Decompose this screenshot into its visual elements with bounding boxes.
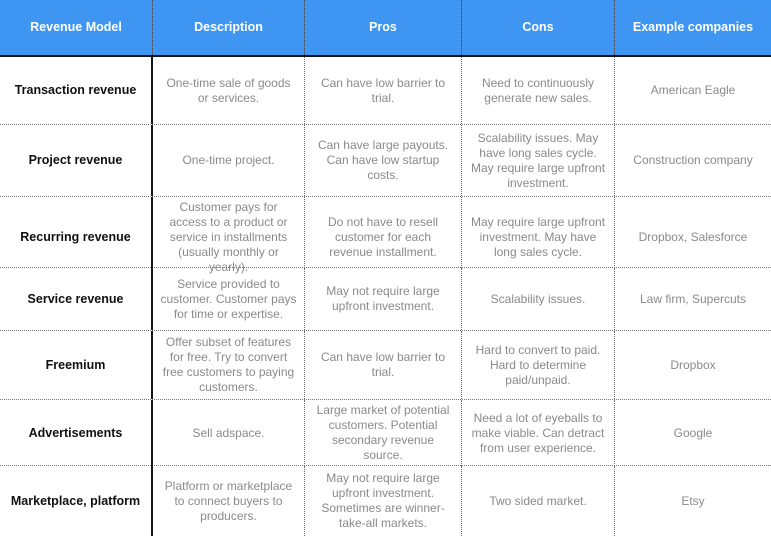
- cell-cons: Scalability issues.: [462, 268, 615, 330]
- cell-examples: Dropbox: [670, 357, 716, 372]
- cell-examples: Construction company: [633, 153, 753, 167]
- cell-description: One-time sale of goods or services.: [153, 57, 305, 124]
- cell-examples: Dropbox, Salesforce: [638, 230, 748, 244]
- cell-examples: Etsy: [681, 493, 705, 508]
- cell-revenue-model: Service revenue: [0, 268, 153, 330]
- cell-pros: Can have low barrier to trial.: [305, 331, 462, 399]
- cell-pros: May not require large upfront investment. Sometimes are winner-take-all markets.: [305, 466, 462, 536]
- cell-pros: May not require large upfront investment.: [305, 268, 462, 330]
- cell-examples: Google: [673, 425, 713, 440]
- cell-description: Customer pays for access to a product or service in installments (usually monthly or yearly).: [153, 197, 305, 278]
- table-row: [0, 466, 771, 536]
- cell-description: Platform or marketplace to connect buyers to producers.: [153, 466, 305, 536]
- header-cell-example-companies: Example companies: [632, 20, 754, 34]
- cell-description: Sell adspace.: [153, 400, 305, 466]
- cell-revenue-model: Recurring revenue: [0, 197, 153, 278]
- header-cell-cons: Cons: [462, 0, 615, 55]
- table-row: [0, 125, 771, 197]
- cell-pros: Do not have to resell customer for each revenue installment.: [305, 197, 462, 278]
- cell-cons: Two sided market.: [462, 466, 615, 536]
- cell-cons: Scalability issues. May have long sales cycle. May require large upfront investment.: [462, 125, 615, 196]
- cell-cons: Need a lot of eyeballs to make viable. Can detract from user experience.: [462, 400, 615, 466]
- cell-pros: Can have low barrier to trial.: [305, 57, 462, 124]
- cell-pros: Can have large payouts. Can have low startup costs.: [305, 125, 462, 196]
- table-row: [0, 400, 771, 466]
- cell-revenue-model: Marketplace, platform: [0, 466, 153, 536]
- cell-revenue-model: Advertisements: [0, 400, 153, 466]
- table-row: [0, 331, 771, 400]
- cell-pros: Large market of potential customers. Potential secondary revenue source.: [305, 400, 462, 466]
- table-row: [0, 268, 771, 331]
- cell-cons: Hard to convert to paid. Hard to determine paid/unpaid.: [462, 331, 615, 399]
- cell-description: Offer subset of features for free. Try to convert free customers to paying customers.: [153, 331, 305, 399]
- header-cell-revenue-model: Revenue Model: [0, 0, 153, 55]
- cell-cons: Need to continuously generate new sales.: [462, 57, 615, 124]
- header-cell-description: Description: [153, 0, 305, 55]
- table-row: [0, 57, 771, 125]
- cell-description: Service provided to customer. Customer pays for time or expertise.: [153, 268, 305, 330]
- cell-examples: Law firm, Supercuts: [639, 291, 747, 306]
- cell-description: One-time project.: [153, 125, 305, 196]
- cell-revenue-model: Transaction revenue: [0, 57, 153, 124]
- header-cell-pros: Pros: [305, 0, 462, 55]
- cell-revenue-model: Project revenue: [0, 125, 153, 196]
- cell-revenue-model: Freemium: [0, 331, 153, 399]
- table-header-row: [0, 0, 771, 57]
- table-row: [0, 197, 771, 274]
- cell-examples: American Eagle: [650, 83, 736, 97]
- cell-cons: May require large upfront investment. May have long sales cycle.: [462, 197, 615, 278]
